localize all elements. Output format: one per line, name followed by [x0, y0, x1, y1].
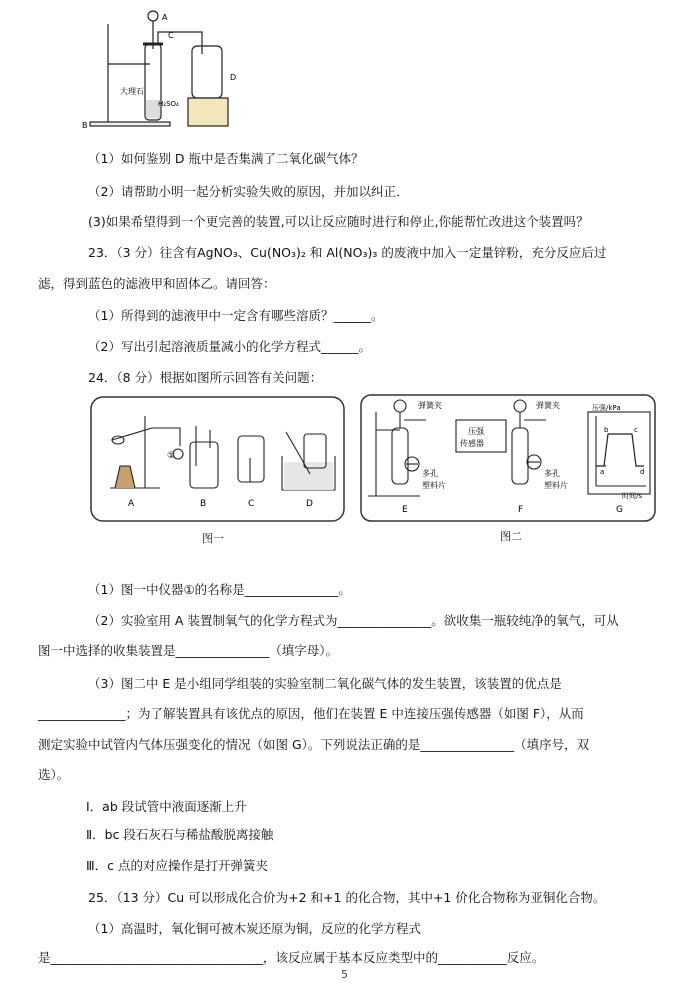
- clip2-label: 弹簧夹: [536, 401, 560, 410]
- fig1-label-a: A: [128, 499, 135, 509]
- plate2-label-b: 塑料片: [544, 481, 568, 490]
- label-stone: 大理石: [120, 87, 144, 96]
- q24-part3d: 选）。: [38, 767, 70, 782]
- formula-agno3: AgNO₃: [197, 245, 238, 260]
- q24-option-1: Ⅰ．ab 段试管中液面逐渐上升: [86, 799, 247, 814]
- figure-2: [360, 394, 656, 524]
- sensor-label-1: 压强: [468, 427, 484, 436]
- q25-part1: （1）高温时，氧化铜可被木炭还原为铜，反应的化学方程式: [88, 921, 421, 936]
- q24-option-3: Ⅲ．c 点的对应操作是打开弹簧夹: [86, 858, 268, 873]
- q25-part1b: 是__________________________________，该反应属于基本反应类型中的___________反应。: [38, 950, 545, 965]
- q23-part2: （2）写出引起溶液质量减小的化学方程式______。: [88, 339, 371, 354]
- q24-part3c: 测定实验中试管内气体压强变化的情况（如图 G）。下列说法正确的是_______________（填序号，双: [38, 737, 590, 752]
- q24-part3a: （3）图二中 E 是小组同学组装的实验室制二氧化碳气体的发生装置，该装置的优点是: [88, 676, 562, 691]
- q25-head: 25．（13 分）Cu 可以形成化合价为+2 和+1 的化合物，其中+1 价化合物称为亚铜化合物。: [88, 890, 606, 905]
- q22-part2: （2）请帮助小明一起分析实验失败的原因，并加以纠正．: [88, 184, 409, 199]
- plate1-label-a: 多孔: [422, 469, 438, 478]
- label-acid: H₂SO₄: [158, 100, 179, 108]
- q23-sep2: 和: [305, 245, 327, 260]
- q24-part3b: ______________；为了解装置具有该优点的原因，他们在装置 E 中连接压强传感器（如图 F），从而: [38, 706, 584, 721]
- figure-1: [90, 396, 345, 524]
- fig1-caption: 图一: [202, 532, 224, 545]
- page-number: 5: [341, 968, 348, 981]
- formula-alno3: Al(NO₃)₃: [326, 245, 378, 260]
- q22-part3: (3)如果希望得到一个更完善的装置,可以让反应随时进行和停止,你能帮忙改进这个装置吗？: [88, 214, 589, 229]
- label-b: B: [82, 121, 88, 130]
- q24-head: 24．（8 分）根据如图所示回答有关问题：: [88, 370, 323, 385]
- g-point-d: d: [640, 468, 645, 476]
- clip1-label: 弹簧夹: [418, 401, 442, 410]
- fig2-label-g: G: [616, 505, 623, 515]
- g-x-axis-label: 时间/s: [622, 492, 643, 500]
- circle-one-label: ①: [167, 451, 176, 461]
- q22-part1: （1）如何鉴别 D 瓶中是否集满了二氧化碳气体？: [88, 151, 364, 166]
- fig2-label-e: E: [402, 505, 408, 515]
- sensor-label-2: 传感器: [460, 439, 484, 448]
- fig1-label-d: D: [306, 499, 313, 509]
- label-c: C: [168, 31, 174, 40]
- plate1-label-b: 塑料片: [422, 481, 446, 490]
- q23-head-a: 23．（3 分）往含有: [88, 245, 198, 260]
- g-point-a: a: [600, 468, 605, 476]
- fig1-label-b: B: [200, 499, 207, 509]
- fig2-label-f: F: [518, 505, 524, 515]
- plate2-label-a: 多孔: [544, 469, 560, 478]
- formula-cuno3: Cu(NO₃)₂: [250, 245, 306, 260]
- g-point-b: b: [604, 426, 609, 434]
- fig1-label-c: C: [248, 499, 255, 509]
- q23-part1: （1）所得到的滤液甲中一定含有哪些溶质？______。: [88, 308, 384, 323]
- figure-top-apparatus: [80, 4, 255, 132]
- q23-line2: 滤，得到蓝色的滤液甲和固体乙。请回答：: [38, 276, 276, 291]
- q24-part2a: （2）实验室用 A 装置制氧气的化学方程式为_______________。欲收集一瓶较纯净的氧气，可从: [88, 613, 619, 628]
- g-y-axis-label: 压强/kPa: [592, 404, 621, 412]
- q24-part1: （1）图一中仪器①的名称是_______________。: [88, 582, 351, 597]
- q24-part2b: 图一中选择的收集装置是_______________（填字母）。: [38, 643, 339, 658]
- label-d: D: [230, 73, 237, 82]
- q23-sep1: 、: [237, 245, 251, 260]
- fig2-caption: 图二: [500, 530, 522, 543]
- q23-head-b: 的废液中加入一定量锌粉，充分反应后过: [377, 245, 607, 260]
- q24-option-2: Ⅱ．bc 段石灰石与稀盐酸脱离接触: [86, 827, 274, 842]
- q23-head: [88, 245, 606, 261]
- label-a: A: [162, 13, 168, 22]
- g-point-c: c: [634, 426, 638, 434]
